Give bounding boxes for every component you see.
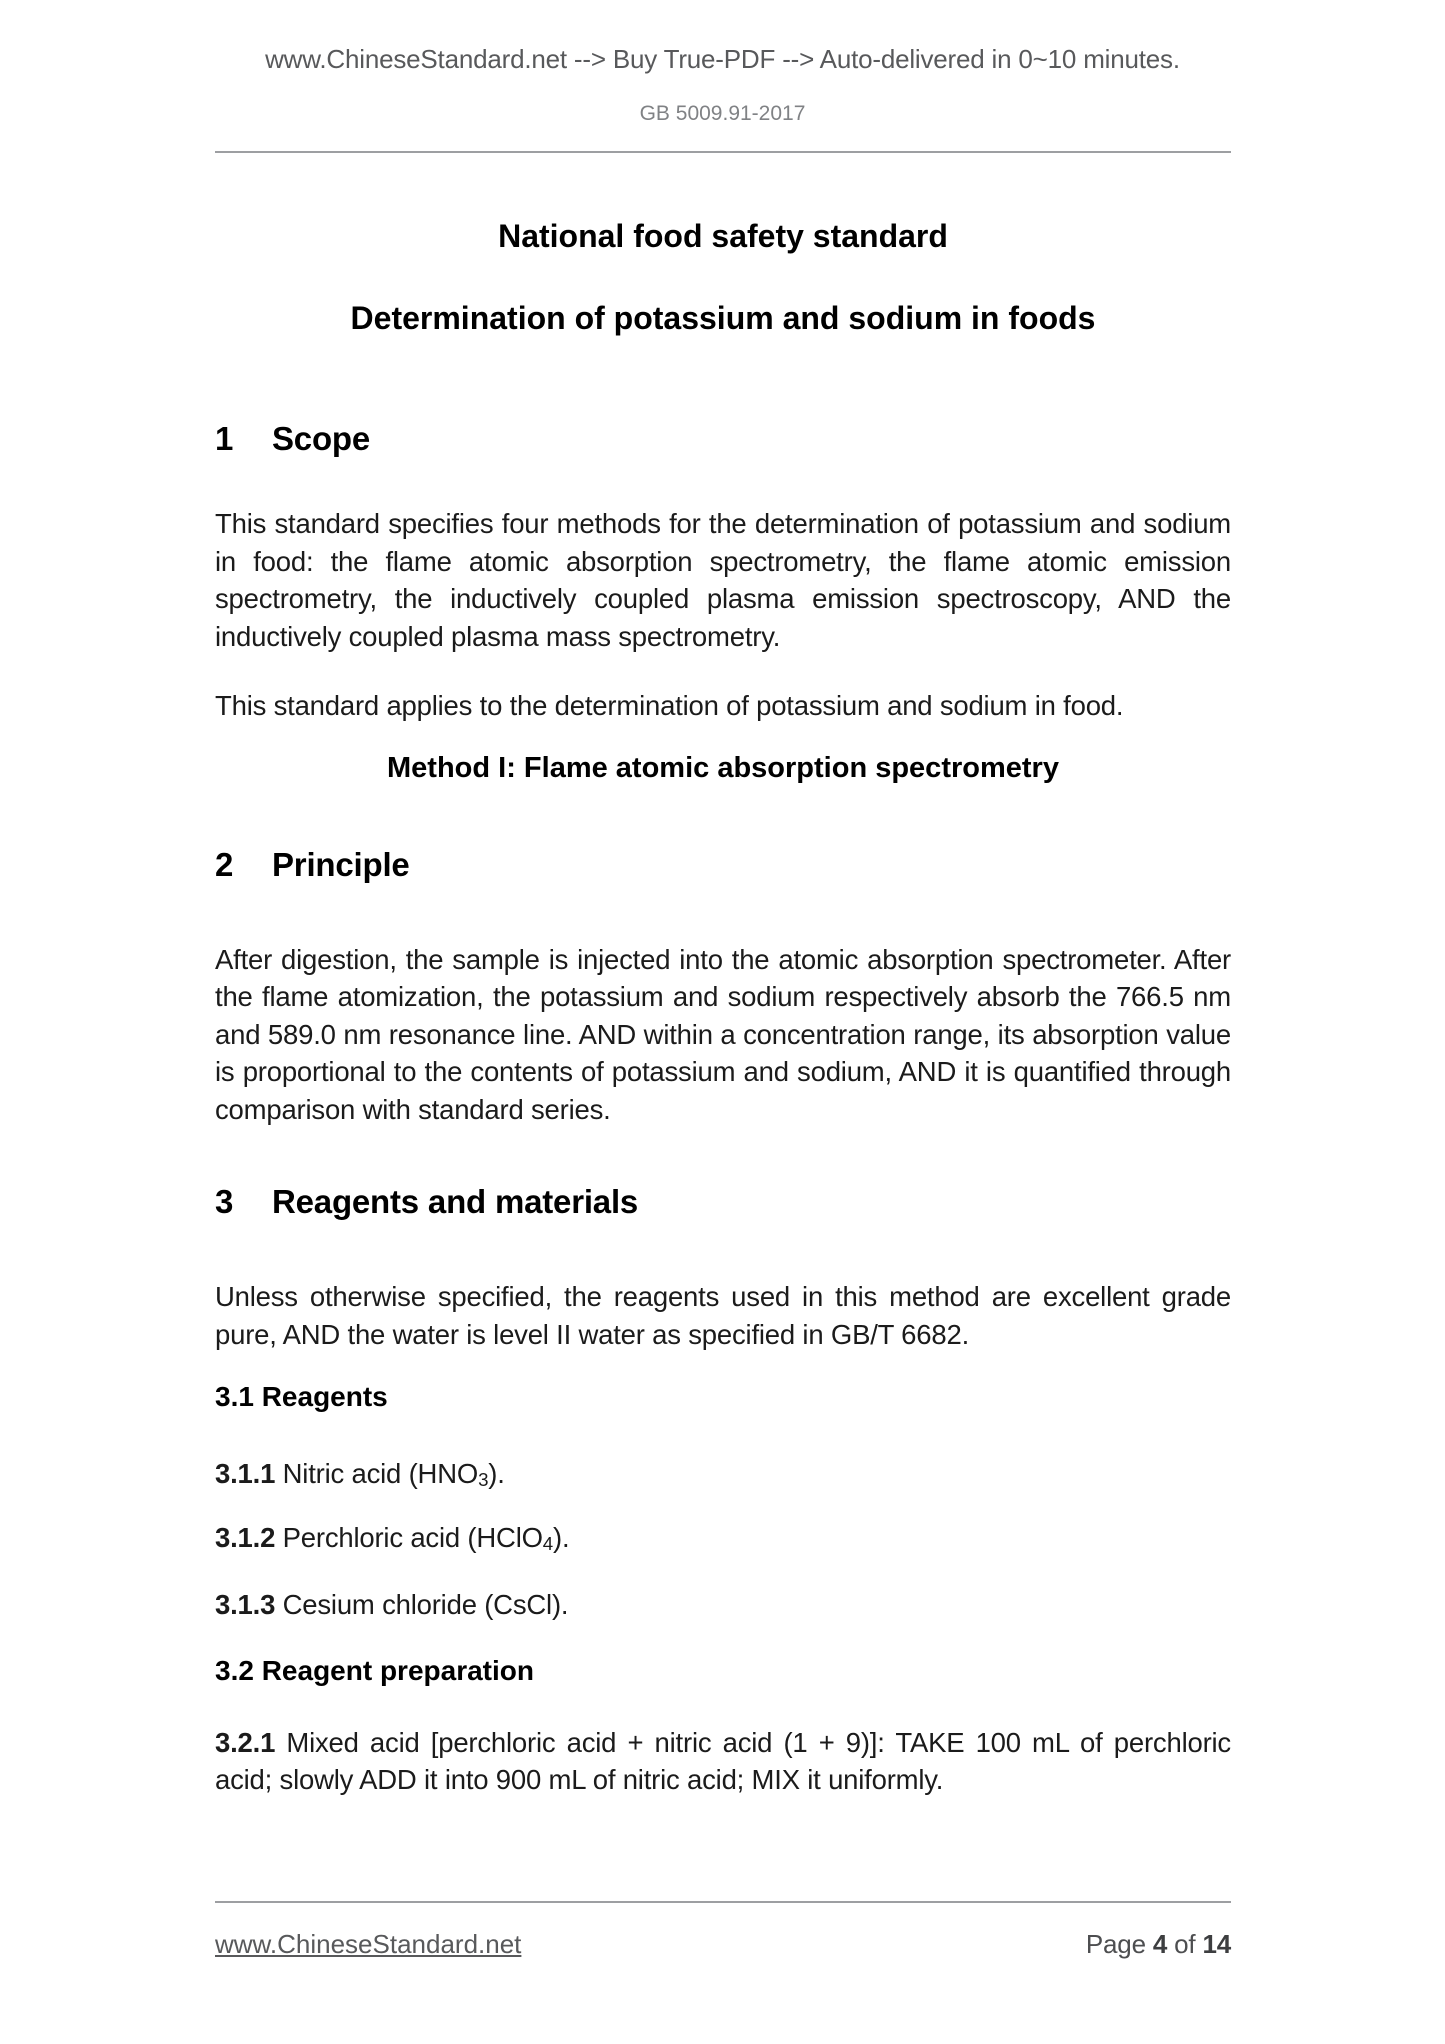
section-1-title: Scope [272, 420, 371, 457]
reagent-item-3-2-1 [215, 1724, 1231, 1799]
subsection-3-1-heading: 3.1 Reagents [215, 1381, 388, 1412]
header-divider [215, 151, 1231, 153]
section-3-title: Reagents and materials [272, 1183, 639, 1220]
footer-site-link[interactable]: www.ChineseStandard.net [215, 1929, 522, 1959]
document-subtitle: Determination of potassium and sodium in foods [350, 300, 1096, 336]
method-heading: Method I: Flame atomic absorption spectrometry [387, 751, 1059, 784]
section-1-heading [215, 420, 1231, 458]
reagent-item-3-1-1-text: Nitric acid $(HNO_3)$. [282, 1458, 505, 1491]
reagent-item-3-1-2-text: Perchloric acid (HClO$_4$). [282, 1521, 570, 1554]
reagent-item-3-1-2 [215, 1519, 1231, 1560]
header-banner-text: www.ChineseStandard.net --> Buy True-PDF --> Auto-delivered in 0~10 minutes. [265, 44, 1180, 74]
reagent-item-3-2-1-text: Mixed acid [perchloric acid + nitric acid (1 + 9)]: TAKE 100 mL of perchloric acid; slowly ADD it into 900 mL of nitric acid; MIX it uniformly. [215, 1726, 1231, 1795]
document-body [215, 210, 1231, 1799]
header-doc-number: GB 5009.91-2017 [639, 102, 806, 125]
section-2-heading [215, 846, 1231, 884]
footer [215, 1929, 1231, 1960]
section-2-number: 2 [215, 845, 234, 883]
section-2-title: Principle [272, 845, 410, 883]
reagent-item-3-1-2-number: 3.1.2 [215, 1521, 276, 1553]
subsection-3-2-heading: 3.2 Reagent preparation [215, 1654, 534, 1686]
section-3-number: 3 [215, 1183, 234, 1220]
scope-paragraph-1: This standard specifies four methods for the determination of potassium and sodium in food: the flame atomic absorption spectrometry, the flame atomic emission spectrometry, the inductively coupled plasma emission spectroscopy, AND the inductively coupled plasma mass spectrometry. [215, 508, 1231, 652]
footer-divider [215, 1901, 1231, 1903]
document-title: National food safety standard [498, 218, 948, 254]
section-3-heading [215, 1183, 1231, 1221]
reagent-item-3-2-1-number: 3.2.1 [215, 1726, 276, 1758]
principle-paragraph: After digestion, the sample is injected into the atomic absorption spectrometer. After the flame atomization, the potassium and sodium respectively absorb the 766.5 nm and 589.0 nm resonance line. AND within a concentration range, its absorption value is proportional to the contents of potassium and sodium, AND it is quantified through comparison with standard series. [215, 943, 1231, 1125]
reagent-item-3-1-1-number: 3.1.1 [215, 1458, 276, 1489]
reagent-item-3-1-3-number: 3.1.3 [215, 1589, 276, 1620]
reagent-item-3-1-3 [215, 1586, 1231, 1624]
scope-paragraph-2: This standard applies to the determination of potassium and sodium in food. [215, 690, 1124, 721]
reagents-intro-paragraph: Unless otherwise specified, the reagents used in this method are excellent grade pure, AND the water is level II water as specified in GB/T 6682. [215, 1281, 1231, 1350]
reagent-item-3-1-1 [215, 1455, 1231, 1496]
footer-page-indicator: Page 4 of 14 [1085, 1929, 1231, 1959]
section-1-number: 1 [215, 420, 234, 457]
reagent-item-3-1-3-text: Cesium chloride (CsCl). [282, 1589, 569, 1620]
